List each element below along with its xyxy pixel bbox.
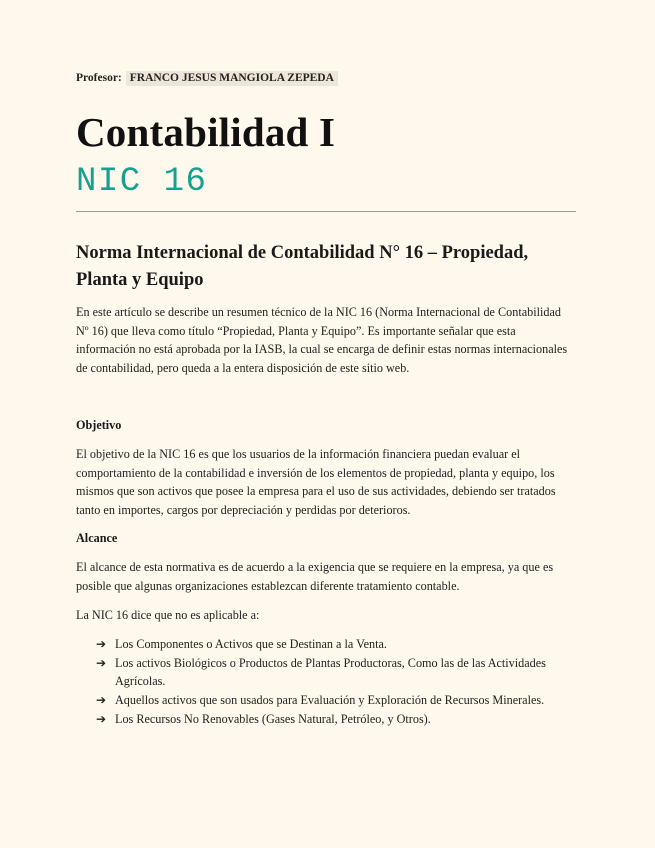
- list-item: ➔ Los activos Biológicos o Productos de Plantas Productoras, Como las de las Actividades Agrícolas.: [96, 655, 546, 689]
- exclusions-list: [96, 635, 576, 729]
- list-intro: La NIC 16 dice que no es aplicable a:: [76, 608, 260, 622]
- objetivo-heading: Objetivo: [76, 418, 122, 432]
- intro-paragraph: En este artículo se describe un resumen técnico de la NIC 16 (Norma Internacional de Contabilidad Nº 16) que lleva como título “Propiedad, Planta y Equipo”. Es importante señalar que esta información no está aprobada por la IASB, la cual se encarga de definir estas normas internacionales de contabilidad, pero queda a la entera disposición de este sitio web.: [76, 305, 568, 376]
- professor-label: Profesor:: [76, 72, 122, 84]
- page-title: Contabilidad I: [76, 109, 336, 155]
- list-item: ➔ Los Componentes o Activos que se Destinan a la Venta.: [96, 635, 576, 654]
- professor-line: [76, 72, 338, 84]
- professor-name: FRANCO JESUS MANGIOLA ZEPEDA: [126, 71, 338, 86]
- list-item: ➔ Aquellos activos que son usados para Evaluación y Exploración de Recursos Minerales.: [96, 691, 576, 710]
- list-item: ➔ Los Recursos No Renovables (Gases Natural, Petróleo, y Otros).: [96, 710, 576, 729]
- arrow-right-icon: ➔: [96, 655, 107, 670]
- objetivo-paragraph: El objetivo de la NIC 16 es que los usuarios de la información financiera puedan evaluar el comportamiento de la contabilidad e inversión de los elementos de propiedad, planta y equipo, los mismos que son activos que posee la empresa para el uso de sus actividades, debiendo ser tratados tanto en importes, cargos por depreciación y perdidas por deterioros.: [76, 447, 556, 518]
- horizontal-divider: [76, 211, 576, 212]
- page-subtitle: NIC 16: [76, 163, 208, 201]
- alcance-heading: Alcance: [76, 531, 118, 545]
- article-heading: Norma Internacional de Contabilidad N° 16 – Propiedad, Planta y Equipo: [76, 243, 529, 290]
- arrow-right-icon: ➔: [96, 693, 107, 708]
- alcance-paragraph: El alcance de esta normativa es de acuerdo a la exigencia que se requiere en la empresa, ya que es posible que algunas organizaciones establezcan diferente tratamiento contable.: [76, 560, 554, 593]
- arrow-right-icon: ➔: [96, 637, 107, 651]
- arrow-right-icon: ➔: [96, 711, 107, 726]
